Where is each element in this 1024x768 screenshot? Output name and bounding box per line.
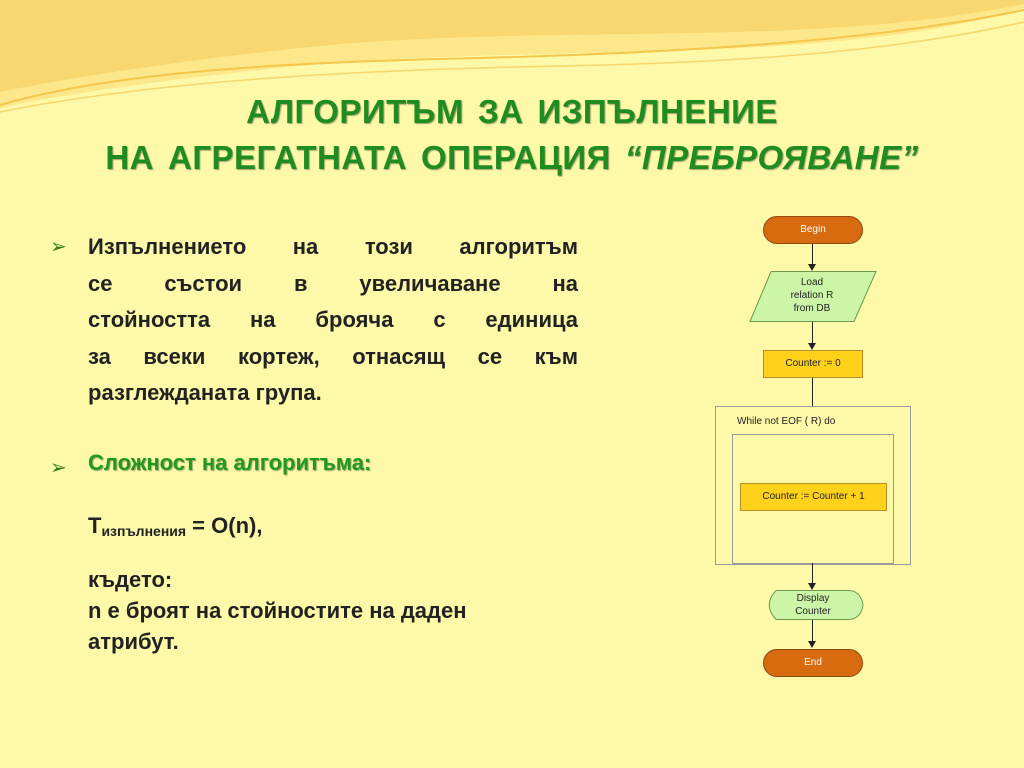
bullet1-line: за всеки кортеж, отнасящ се към [88,343,578,369]
display-line: Counter [795,606,831,617]
slide-title-line2 [0,136,1024,180]
complexity-heading: Сложност на алгоритъма: [88,450,372,475]
flow-arrow [812,620,813,642]
formula-subscript: изпълнения [101,523,187,539]
bullet1-line: стойността на брояча с единица [88,307,578,332]
flowchart-end: End [763,649,863,677]
flowchart-counter-increment: Counter := Counter + 1 [740,483,887,511]
flowchart-display [763,592,863,618]
title-quoted-word: “ПРЕБРОЯВАНЕ” [624,139,919,176]
bullet-arrow-icon: ➢ [50,236,67,258]
title-word: ЗА [478,93,524,130]
bullet1-line: разглежданата група. [88,380,322,405]
bullet1-line: Изпълнението на този алгоритъм [88,234,578,259]
load-line: Load [800,277,824,288]
complexity-formula [88,510,262,547]
display-line: Display [796,593,830,604]
title-word: ИЗПЪЛНЕНИЕ [537,93,778,130]
bullet-arrow-icon: ➢ [50,457,67,479]
formula-t: Т [88,513,102,538]
flowchart-begin: Begin [763,216,863,244]
bullet1-line: се състои в увеличаване на [88,270,578,296]
flowchart-load [763,276,861,315]
flowchart-loop-label: While not EOF ( R) do [737,416,836,427]
flowchart-counter-init: Counter := 0 [763,350,863,378]
title-word: АЛГОРИТЪМ [246,93,464,130]
title-word: ОПЕРАЦИЯ [420,139,611,176]
where-line: n е броят на стойностите на даден [88,598,467,623]
flow-arrowhead [808,583,816,590]
load-line: relation R [790,290,834,301]
flow-arrow [812,244,813,264]
where-line: атрибут. [88,629,179,654]
slide-title-line1 [0,90,1024,134]
flow-arrow [812,563,813,584]
flow-arrowhead [808,641,816,648]
bullet1-paragraph [88,229,578,412]
flow-arrowhead [808,343,816,350]
flow-arrow [812,322,813,344]
flow-arrow [812,378,813,407]
load-line: from DB [793,303,831,314]
formula-rest: = O(n), [186,513,263,538]
flow-arrowhead [808,264,816,271]
title-word: НА [105,139,154,176]
title-word: АГРЕГАТНАТА [168,139,407,176]
where-label: където: [88,567,173,592]
